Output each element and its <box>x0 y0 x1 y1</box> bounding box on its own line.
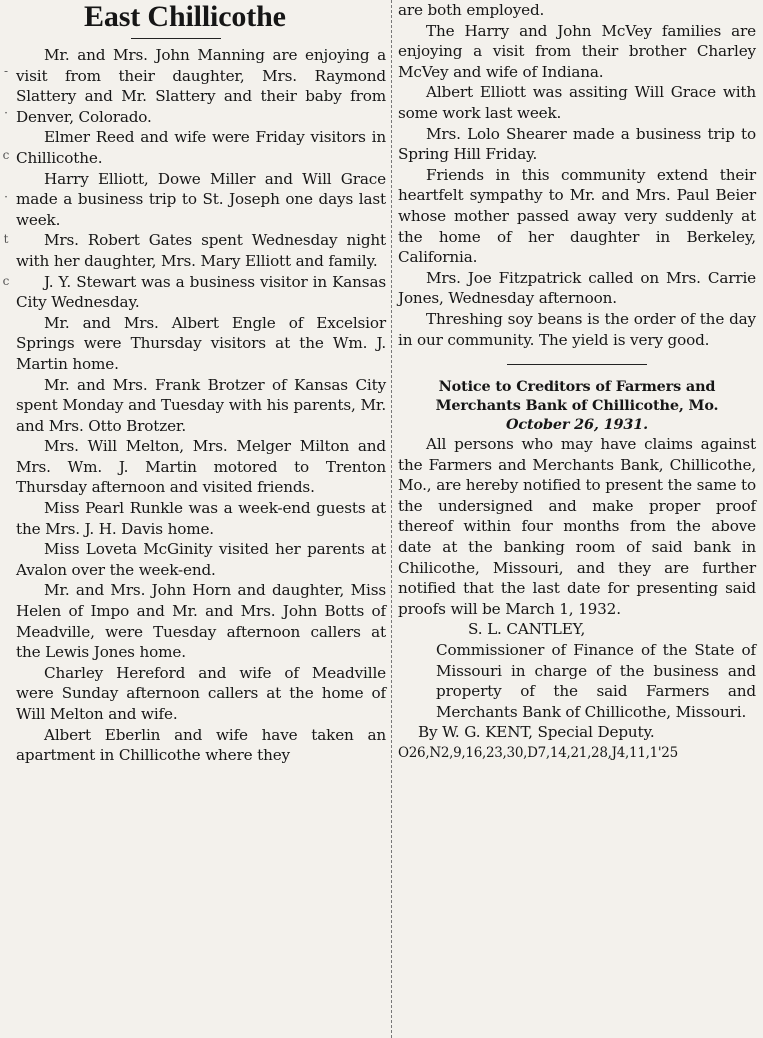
section-separator <box>507 364 647 365</box>
left-column <box>16 0 386 1038</box>
section-headline: East Chillicothe <box>84 0 286 33</box>
adjacent-column-fragment: - · c · t c <box>2 64 10 288</box>
news-item: Mr. and Mrs. John Manning are enjoying a visit from their daughter, Mrs. Raymond Slattery and Mr. Slattery and their baby from Denver, Colorado. <box>16 46 386 126</box>
news-item: Albert Eberlin and wife have taken an apartment in Chillicothe where they <box>16 725 386 765</box>
publication-dates: O26,N2,9,16,23,30,D7,14,21,28,J4,11,1'25 <box>398 745 678 761</box>
news-item: J. Y. Stewart was a business visitor in Kansas City Wednesday. <box>16 272 386 312</box>
news-item: Mrs. Will Melton, Mrs. Melger Milton and Mrs. Wm. J. Martin motored to Trenton Thursday afternoon and visited friends. <box>16 437 386 497</box>
news-item: Mr. and Mrs. Albert Engle of Excelsior Springs were Thursday visitors at the Wm. J. Martin home. <box>16 313 386 373</box>
signer-title: Commissioner of Finance of the State of Missouri in charge of the business and property of the said Farmers and Merchants Bank of Chillicothe, Missouri. <box>436 641 756 721</box>
notice-date: October 26, 1931. <box>506 416 648 434</box>
news-item: Mr. and Mrs. Frank Brotzer of Kansas City spent Monday and Tuesday with his parents, Mr. and Mrs. Otto Brotzer. <box>16 375 386 435</box>
news-item: Harry Elliott, Dowe Miller and Will Grace made a business trip to St. Joseph one days last week. <box>16 169 386 229</box>
news-item: Miss Pearl Runkle was a week-end guests at the Mrs. J. H. Davis home. <box>16 499 386 538</box>
news-item: Elmer Reed and wife were Friday visitors in Chillicothe. <box>16 128 386 167</box>
news-item: Threshing soy beans is the order of the day in our community. The yield is very good. <box>398 309 756 349</box>
notice-title: Notice to Creditors of Farmers and Merchants Bank of Chillicothe, Mo. <box>435 378 719 415</box>
continued-text: are both employed. <box>398 1 545 19</box>
right-column <box>398 0 756 1038</box>
news-item: Mr. and Mrs. John Horn and daughter, Miss Helen of Impo and Mr. and Mrs. John Botts of Meadville, were Tuesday afternoon callers at the Lewis Jones home. <box>16 581 386 662</box>
news-item: Miss Loveta McGinity visited her parents at Avalon over the week-end. <box>16 540 386 579</box>
news-item: Mrs. Joe Fitzpatrick called on Mrs. Carrie Jones, Wednesday afternoon. <box>398 268 756 308</box>
deputy-signature: By W. G. KENT, Special Deputy. <box>418 723 655 742</box>
signer-name: S. L. CANTLEY, <box>468 620 586 639</box>
notice-body: All persons who may have claims against the Farmers and Merchants Bank, Chillicothe, Mo., are hereby notified to present the same to the undersigned and make proper proof thereof within four months from the above date at the banking room of said bank in Chilicothe, Missouri, and they are further notified that the last date for presenting said proofs will be March 1, 1932. <box>398 435 756 618</box>
news-item: Friends in this community extend their heartfelt sympathy to Mr. and Mrs. Paul Beier whose mother passed away very suddenly at the home of her daughter in Berkeley, California. <box>398 165 756 267</box>
news-item: Albert Elliott was assiting Will Grace with some work last week. <box>398 83 756 122</box>
news-item: Mrs. Robert Gates spent Wednesday night with her daughter, Mrs. Mary Elliott and family. <box>16 231 386 270</box>
headline-rule <box>131 38 221 39</box>
news-item: The Harry and John McVey families are enjoying a visit from their brother Charley McVey and wife of Indiana. <box>398 21 756 81</box>
news-item: Charley Hereford and wife of Meadville were Sunday afternoon callers at the home of Will Melton and wife. <box>16 663 386 723</box>
column-divider <box>391 0 392 1038</box>
news-item: Mrs. Lolo Shearer made a business trip to Spring Hill Friday. <box>398 124 756 164</box>
